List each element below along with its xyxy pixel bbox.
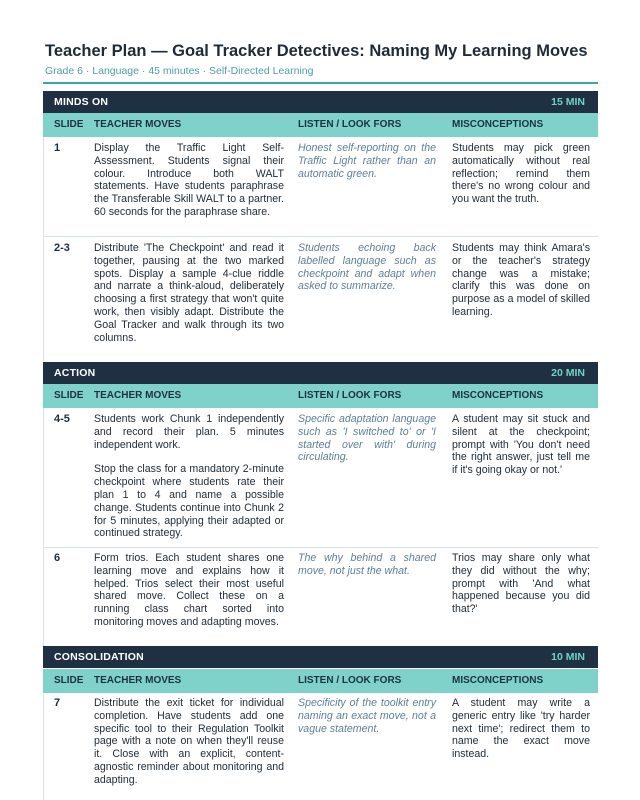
section-title: MINDS ON xyxy=(54,96,109,108)
slide-number: 2-3 xyxy=(54,242,70,254)
listen-look-fors-cell: Specific adaptation language such as 'I switched to' or 'I started over with' during circulating. xyxy=(298,413,436,464)
col-misconceptions: MISCONCEPTIONS xyxy=(452,119,544,130)
section-time: 20 MIN xyxy=(551,367,585,379)
col-slide: SLIDE xyxy=(54,675,84,686)
col-misconceptions: MISCONCEPTIONS xyxy=(452,675,544,686)
section-bar-consolidation xyxy=(43,646,598,668)
col-listen-look-fors: LISTEN / LOOK FORS xyxy=(298,675,402,686)
misconceptions-cell: Trios may share only what they did without the why; prompt with 'And what happened because you did that?' xyxy=(452,552,590,616)
page-title: Teacher Plan — Goal Tracker Detectives: Naming My Learning Moves xyxy=(45,42,588,60)
listen-look-fors-cell: The why behind a shared move, not just the what. xyxy=(298,552,436,577)
section-time: 15 MIN xyxy=(551,96,585,108)
teacher-moves-text: Stop the class for a mandatory 2-minute checkpoint where students rate their plan 1 to 4 and name a possible change. Students continue into Chunk 2 for 5 minutes, applying their adapted or continued strategy. xyxy=(94,463,284,540)
col-slide: SLIDE xyxy=(54,119,84,130)
teacher-moves-text: Display the Traffic Light Self-Assessment. Students signal their colour. Introduce both WALT statements. Have students paraphrase the Transferable Skill WALT to a partner. 60 seconds for the paraphrase share. xyxy=(94,142,284,218)
section-title: ACTION xyxy=(54,367,96,379)
listen-look-fors-cell: Honest self-reporting on the Traffic Light rather than an automatic green. xyxy=(298,142,436,180)
teacher-moves-text: Distribute the exit ticket for individual completion. Have students add one specific tool to their Regulation Toolkit page with a note on when they'll reuse it. Close with an explicit, content-agnostic reminder about monitoring and adapting. xyxy=(94,697,284,786)
teacher-moves-cell xyxy=(94,142,284,219)
misconceptions-cell: Students may think Amara's or the teacher's strategy change was a mistake; clarify this was done on purpose as a model of skilled learning. xyxy=(452,242,590,318)
slide-number: 1 xyxy=(54,142,61,154)
slide-number: 7 xyxy=(54,697,61,709)
table-header xyxy=(43,669,598,693)
misconceptions-cell: A student may write a generic entry like 'try harder next time'; redirect them to name the exact move instead. xyxy=(452,697,590,761)
section-bar-action xyxy=(43,362,598,384)
table-header xyxy=(43,384,598,408)
teacher-moves-cell xyxy=(94,242,284,344)
section-bar-minds-on xyxy=(43,91,598,113)
page-subtitle: Grade 6 · Language · 45 minutes · Self-Directed Learning xyxy=(45,65,314,77)
listen-look-fors-cell: Specificity of the toolkit entry naming an exact move, not a vague statement. xyxy=(298,697,436,735)
row-divider xyxy=(43,236,598,237)
row-border xyxy=(43,408,44,646)
row-border xyxy=(43,137,44,361)
col-teacher-moves: TEACHER MOVES xyxy=(94,675,182,686)
teacher-moves-cell xyxy=(94,697,284,787)
teacher-moves-text: Form trios. Each student shares one learning move and explains how it helped. Trios select their most useful shared move. Collect these on a running class chart sorted into monitoring moves and adapting moves. xyxy=(94,552,284,628)
col-misconceptions: MISCONCEPTIONS xyxy=(452,390,544,401)
col-teacher-moves: TEACHER MOVES xyxy=(94,119,182,130)
section-title: CONSOLIDATION xyxy=(54,651,144,663)
slide-number: 6 xyxy=(54,552,61,564)
col-listen-look-fors: LISTEN / LOOK FORS xyxy=(298,390,402,401)
misconceptions-cell: A student may sit stuck and silent at the checkpoint; prompt with 'You don't need the right answer, just tell me if it's going okay or not.' xyxy=(452,413,590,477)
teacher-moves-cell xyxy=(94,552,284,629)
section-time: 10 MIN xyxy=(551,651,585,663)
teacher-moves-cell xyxy=(94,413,284,540)
col-listen-look-fors: LISTEN / LOOK FORS xyxy=(298,119,402,130)
title-divider xyxy=(43,82,598,84)
misconceptions-cell: Students may pick green automatically without real reflection; remind them there's no wrong colour and you want the truth. xyxy=(452,142,590,206)
teacher-moves-text: Distribute 'The Checkpoint' and read it together, pausing at the two marked spots. Display a sample 4-clue riddle and narrate a think-aloud, deliberately choosing a first strategy that won't quite work, then visibly adapt. Distribute the Goal Tracker and walk through its two columns. xyxy=(94,242,284,344)
slide-number: 4-5 xyxy=(54,413,70,425)
row-border xyxy=(43,693,44,800)
col-slide: SLIDE xyxy=(54,390,84,401)
row-divider xyxy=(43,547,598,548)
listen-look-fors-cell: Students echoing back labelled language such as checkpoint and adapt when asked to summarize. xyxy=(298,242,436,293)
teacher-moves-text: Students work Chunk 1 independently and record their plan. 5 minutes independent work. xyxy=(94,413,284,451)
col-teacher-moves: TEACHER MOVES xyxy=(94,390,182,401)
table-header xyxy=(43,113,598,137)
